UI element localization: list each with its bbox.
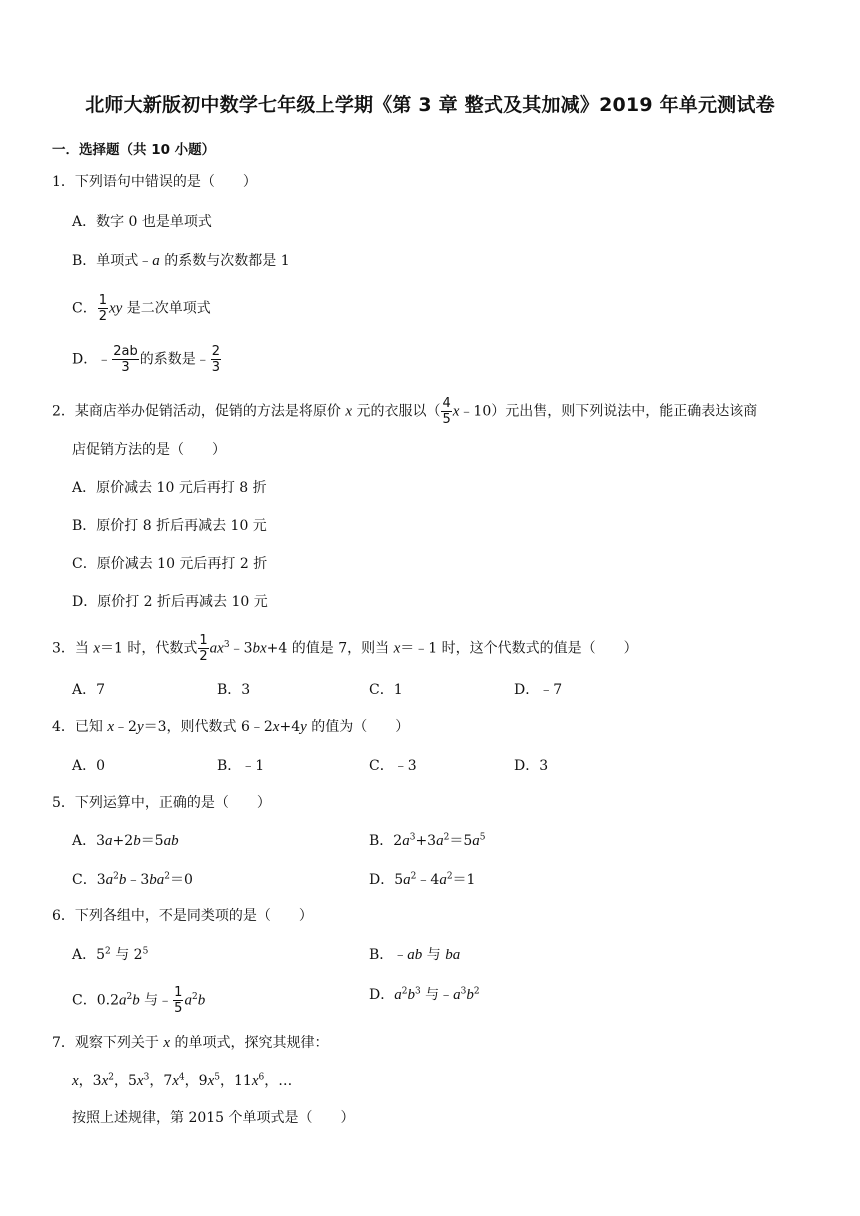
- question-6-option-a: A．$5^2$ 与 $2^5$: [72, 946, 149, 963]
- question-2-stem-continued: 店促销方法的是（ ）: [72, 442, 226, 458]
- fraction: $\frac{2ab}{3}$: [113, 344, 138, 375]
- question-1-option-a: A．数字 0 也是单项式: [72, 214, 212, 230]
- question-7-question: 按照上述规律，第 2015 个单项式是（ ）: [72, 1110, 355, 1126]
- question-5-option-d: D．$5a^2﹣4a^2=1$: [369, 871, 476, 888]
- question-5-option-a: A．3a+2b＝5ab: [72, 833, 179, 849]
- fraction: $\frac{1}{2}$: [98, 293, 107, 324]
- question-1-stem: 1．下列语句中错误的是（ ）: [52, 174, 257, 190]
- fraction: $\frac{1}{2}$: [199, 633, 208, 664]
- question-3-option-b: B．3: [217, 682, 251, 698]
- question-1-option-d: D．﹣ $\frac{2ab}{3}$ 的系数是﹣ $\frac{2}{3}$: [72, 344, 221, 375]
- question-6-option-b: B．﹣ab 与 ba: [369, 947, 461, 963]
- question-6-option-d: D．$a^2b^3$ 与$﹣a^3b^2$: [369, 986, 480, 1003]
- question-5-stem: 5．下列运算中，正确的是（ ）: [52, 795, 271, 811]
- fraction: $\frac{2}{3}$: [211, 344, 221, 375]
- question-1-option-c: C． $\frac{1}{2}$ xy 是二次单项式: [72, 293, 211, 324]
- question-2-option-b: B．原价打 8 折后再减去 10 元: [72, 518, 267, 534]
- question-7-stem: 7．观察下列关于 x 的单项式，探究其规律：: [52, 1035, 329, 1051]
- question-3-stem: 3．当 x＝1 时，代数式 $\frac{1}{2}$ $ax^3﹣3bx+4$ 的值是 7，则当 x＝﹣1 时，这个代数式的值是（ ）: [52, 633, 638, 664]
- question-2-option-c: C．原价减去 10 元后再打 2 折: [72, 556, 268, 572]
- question-5-option-c: C．$3a^2b﹣3ba^2=0$: [72, 871, 193, 888]
- section-heading: 一．选择题（共 10 小题）: [52, 142, 216, 158]
- question-3-option-a: A．7: [72, 682, 106, 698]
- question-4-option-a: A．0: [72, 758, 106, 774]
- question-3-option-d: D．﹣7: [514, 682, 563, 698]
- question-5-option-b: B．$2a^3+3a^2=5a^5$: [369, 832, 486, 849]
- question-4-option-b: B．﹣1: [217, 758, 265, 774]
- fraction: $\frac{1}{5}$: [174, 985, 183, 1016]
- fraction: $\frac{4}{5}$: [442, 396, 451, 427]
- question-6-option-c: C．$0.2a^2b$ 与﹣ $\frac{1}{5}$ $a^2b$: [72, 985, 206, 1016]
- question-4-option-d: D．3: [514, 758, 549, 774]
- question-2-stem: 2．某商店举办促销活动，促销的方法是将原价 x 元的衣服以（ $\frac{4}{5}$ x﹣10）元出售，则下列说法中，能正确表达该商: [52, 396, 758, 427]
- question-2-option-a: A．原价减去 10 元后再打 8 折: [72, 480, 267, 496]
- question-3-option-c: C．1: [369, 682, 403, 698]
- question-6-stem: 6．下列各组中，不是同类项的是（ ）: [52, 908, 313, 924]
- page-title: 北师大新版初中数学七年级上学期《第 3 章 整式及其加减》2019 年单元测试卷: [85, 94, 775, 116]
- question-2-option-d: D．原价打 2 折后再减去 10 元: [72, 594, 268, 610]
- question-4-stem: 4．已知 x﹣2y＝3，则代数式 6﹣2x+4y 的值为（ ）: [52, 719, 410, 735]
- question-7-sequence: x，$3x^2$，$5x^3$，$7x^4$，$9x^5$，$11x^6$，…: [72, 1072, 293, 1089]
- question-1-option-b: B．单项式﹣a 的系数与次数都是 1: [72, 253, 290, 269]
- question-4-option-c: C．﹣3: [369, 758, 417, 774]
